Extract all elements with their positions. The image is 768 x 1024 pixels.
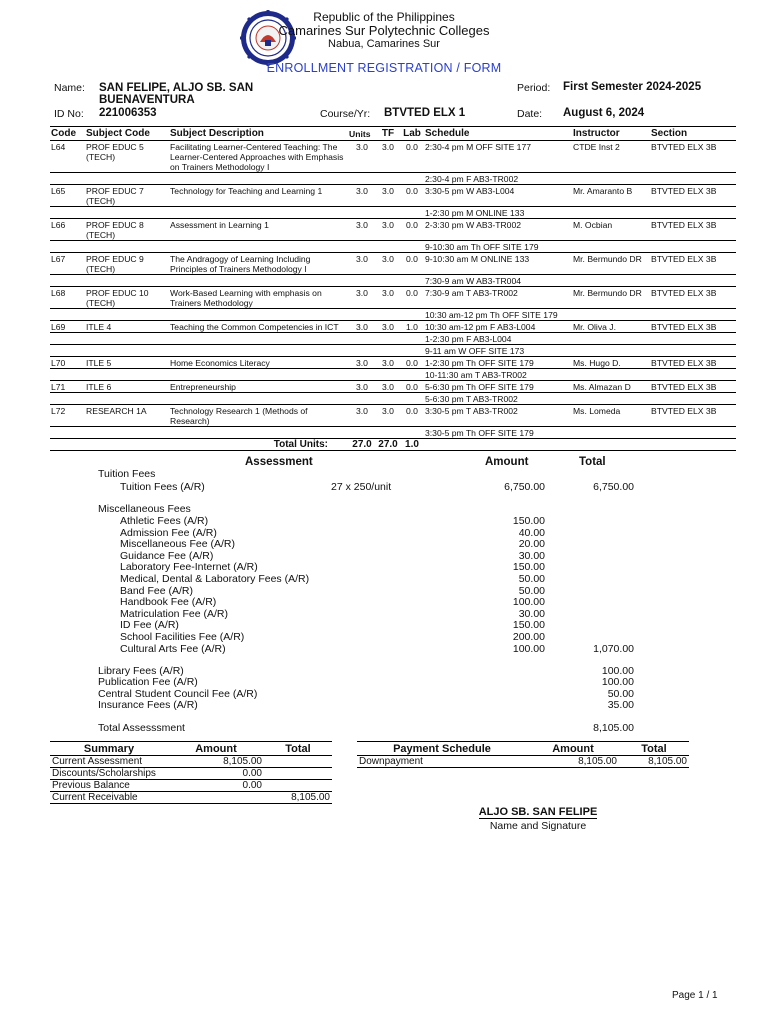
- subject-row: [50, 357, 736, 369]
- other-fee-row: [0, 699, 768, 711]
- subject-cell-units: 3.0: [348, 141, 376, 173]
- subject-cell-instructor: Ms. Almazan D: [572, 381, 650, 393]
- col-instructor: Instructor: [572, 127, 650, 141]
- payment-col-schedule: Payment Schedule: [357, 742, 527, 756]
- col-code: Code: [50, 127, 85, 141]
- other-fee-total: 100.00: [601, 676, 634, 689]
- summary-row: [50, 780, 332, 792]
- payment-amount: 8,105.00: [527, 756, 619, 768]
- subject-row: [50, 253, 736, 275]
- subject-schedule-row: [50, 427, 736, 439]
- subject-cell-tf: 3.0: [376, 405, 400, 427]
- tuition-rate: 27 x 250/unit: [331, 481, 392, 493]
- subject-cell-instructor: Mr. Amaranto B: [572, 185, 650, 207]
- subject-cell-schedule: 3:30-5 pm W AB3-L004: [424, 185, 572, 207]
- subject-cell-lab: 0.0: [400, 253, 424, 275]
- tuition-group-label: Tuition Fees: [98, 468, 156, 480]
- subject-schedule-row: [50, 309, 736, 321]
- misc-fee-row: [0, 585, 768, 597]
- subject-row: [50, 141, 736, 173]
- subject-cell-lab: 0.0: [400, 141, 424, 173]
- misc-fee-row: [0, 538, 768, 550]
- name-label: Name:: [54, 82, 85, 94]
- subject-cell-subject: ITLE 5: [85, 357, 169, 369]
- total-tf-value: 27.0: [376, 439, 400, 451]
- summary-col-amount: Amount: [168, 742, 264, 756]
- summary-row: [50, 768, 332, 780]
- student-name-line1: SAN FELIPE, ALJO SB. SAN: [99, 82, 254, 94]
- subject-cell-schedule: 1-2:30 pm Th OFF SITE 179: [424, 357, 572, 369]
- subject-cell-lab: 0.0: [400, 219, 424, 241]
- subject-extra-schedule: 7:30-9 am W AB3-TR004: [424, 275, 572, 287]
- assessment-heading: Assessment: [245, 456, 313, 468]
- subject-cell-units: 3.0: [348, 381, 376, 393]
- misc-fee-row: [0, 608, 768, 620]
- subject-cell-tf: 3.0: [376, 185, 400, 207]
- other-fee-label: Publication Fee (A/R): [98, 676, 198, 689]
- misc-fee-label: Cultural Arts Fee (A/R): [120, 642, 226, 655]
- subject-cell-desc: Work-Based Learning with emphasis on Trainers Methodology: [169, 287, 348, 309]
- subject-row: [50, 321, 736, 333]
- subject-cell-schedule: 5-6:30 pm Th OFF SITE 179: [424, 381, 572, 393]
- misc-fee-row: [0, 527, 768, 539]
- summary-col-total: Total: [264, 742, 332, 756]
- summary-amount: 8,105.00: [168, 756, 264, 768]
- misc-fee-label: ID Fee (A/R): [120, 619, 179, 632]
- subject-cell-subject: PROF EDUC 10 (TECH): [85, 287, 169, 309]
- subject-cell-section: BTVTED ELX 3B: [650, 357, 736, 369]
- summary-total: 8,105.00: [264, 792, 332, 804]
- subject-cell-desc: The Andragogy of Learning Including Principles of Trainers Methodology I: [169, 253, 348, 275]
- subject-cell-units: 3.0: [348, 253, 376, 275]
- total-units-value: 27.0: [348, 439, 376, 451]
- subject-cell-schedule: 7:30-9 am T AB3-TR002: [424, 287, 572, 309]
- subject-schedule-row: [50, 207, 736, 219]
- subject-cell-section: BTVTED ELX 3B: [650, 321, 736, 333]
- misc-fees-total: 1,070.00: [593, 642, 634, 655]
- header-address: Nabua, Camarines Sur: [328, 38, 440, 50]
- misc-fee-row: [0, 596, 768, 608]
- subject-row: [50, 287, 736, 309]
- misc-fee-amount: 30.00: [518, 549, 545, 562]
- subject-cell-tf: 3.0: [376, 357, 400, 369]
- header-republic: Republic of the Philippines: [313, 10, 455, 24]
- total-lab-value: 1.0: [400, 439, 424, 451]
- id-label: ID No:: [54, 108, 84, 120]
- signature-name: ALJO SB. SAN FELIPE: [478, 806, 598, 818]
- misc-fee-label: School Facilities Fee (A/R): [120, 631, 245, 643]
- subject-extra-schedule: 5-6:30 pm T AB3-TR002: [424, 393, 572, 405]
- col-units: Units: [348, 127, 376, 141]
- form-title: ENROLLMENT REGISTRATION / FORM: [266, 61, 502, 75]
- subject-schedule-row: [50, 393, 736, 405]
- misc-group-label: Miscellaneous Fees: [98, 503, 191, 515]
- misc-fee-row: [0, 550, 768, 562]
- tuition-amount: 6,750.00: [504, 481, 545, 493]
- subject-cell-lab: 1.0: [400, 321, 424, 333]
- misc-fee-amount: 100.00: [512, 642, 545, 655]
- subject-cell-desc: Entrepreneurship: [169, 381, 348, 393]
- subject-cell-subject: ITLE 4: [85, 321, 169, 333]
- other-fee-total: 35.00: [607, 699, 634, 712]
- col-subject-code: Subject Code: [85, 127, 169, 141]
- subject-cell-lab: 0.0: [400, 287, 424, 309]
- subject-cell-units: 3.0: [348, 357, 376, 369]
- subject-cell-tf: 3.0: [376, 287, 400, 309]
- subject-schedule-row: [50, 275, 736, 287]
- subject-cell-code: L72: [50, 405, 85, 427]
- subject-extra-schedule: 9-11 am W OFF SITE 173: [424, 345, 572, 357]
- student-id: 221006353: [99, 107, 157, 119]
- other-fee-total: 50.00: [607, 687, 634, 700]
- subject-schedule-row: [50, 241, 736, 253]
- summary-label: Current Assessment: [50, 756, 168, 768]
- subject-cell-units: 3.0: [348, 219, 376, 241]
- misc-fee-row: [0, 561, 768, 573]
- other-fee-label: Insurance Fees (A/R): [98, 699, 198, 712]
- subject-cell-section: BTVTED ELX 3B: [650, 405, 736, 427]
- subject-schedule-row: [50, 369, 736, 381]
- subject-cell-subject: ITLE 6: [85, 381, 169, 393]
- subject-cell-schedule: 2-3:30 pm W AB3-TR002: [424, 219, 572, 241]
- misc-fee-amount: 150.00: [512, 619, 545, 632]
- misc-fee-amount: 150.00: [512, 515, 545, 527]
- period-label: Period:: [517, 82, 551, 94]
- subject-row: [50, 381, 736, 393]
- subject-row: [50, 185, 736, 207]
- payment-schedule-table: [357, 741, 689, 768]
- misc-fee-amount: 50.00: [518, 584, 545, 597]
- subject-cell-section: BTVTED ELX 3B: [650, 287, 736, 309]
- misc-fee-amount: 150.00: [512, 561, 545, 574]
- subject-cell-instructor: Mr. Bermundo DR: [572, 253, 650, 275]
- col-section: Section: [650, 127, 736, 141]
- col-schedule: Schedule: [424, 127, 572, 141]
- period-value: First Semester 2024-2025: [563, 81, 702, 93]
- subject-cell-code: L68: [50, 287, 85, 309]
- subject-cell-section: BTVTED ELX 3B: [650, 185, 736, 207]
- course-year: BTVTED ELX 1: [384, 107, 466, 119]
- summary-amount: 0.00: [168, 768, 264, 780]
- payment-label: Downpayment: [357, 756, 527, 768]
- subjects-table: [50, 126, 736, 451]
- subject-cell-schedule: 9-10:30 am M ONLINE 133: [424, 253, 572, 275]
- subject-cell-code: L65: [50, 185, 85, 207]
- subject-cell-desc: Technology Research 1 (Methods of Research): [169, 405, 348, 427]
- subject-cell-lab: 0.0: [400, 381, 424, 393]
- subject-cell-tf: 3.0: [376, 253, 400, 275]
- subject-cell-subject: PROF EDUC 9 (TECH): [85, 253, 169, 275]
- misc-fee-label: Band Fee (A/R): [120, 584, 193, 597]
- amount-heading: Amount: [485, 456, 529, 468]
- subject-cell-instructor: Mr. Oliva J.: [572, 321, 650, 333]
- subject-cell-subject: PROF EDUC 5 (TECH): [85, 141, 169, 173]
- header-college-name: Camarines Sur Polytechnic Colleges: [278, 23, 490, 38]
- subject-cell-units: 3.0: [348, 185, 376, 207]
- signature-caption: Name and Signature: [489, 820, 587, 832]
- subject-cell-subject: RESEARCH 1A: [85, 405, 169, 427]
- subject-cell-schedule: 10:30 am-12 pm F AB3-L004: [424, 321, 572, 333]
- payment-total: 8,105.00: [619, 756, 689, 768]
- summary-col-summary: Summary: [50, 742, 168, 756]
- misc-fee-label: Athletic Fees (A/R): [120, 515, 209, 527]
- subject-schedule-row: [50, 173, 736, 185]
- subject-cell-units: 3.0: [348, 287, 376, 309]
- misc-fee-row: [0, 643, 768, 655]
- misc-fee-amount: 20.00: [518, 538, 545, 551]
- other-fee-row: [0, 665, 768, 677]
- subject-cell-units: 3.0: [348, 405, 376, 427]
- subject-cell-section: BTVTED ELX 3B: [650, 253, 736, 275]
- other-fee-row: [0, 676, 768, 688]
- misc-fee-row: [0, 573, 768, 585]
- subject-cell-tf: 3.0: [376, 141, 400, 173]
- other-fee-label: Central Student Council Fee (A/R): [98, 687, 258, 700]
- subject-cell-desc: Home Economics Literacy: [169, 357, 348, 369]
- payment-row: [357, 756, 689, 768]
- payment-col-amount: Amount: [527, 742, 619, 756]
- subject-cell-code: L69: [50, 321, 85, 333]
- payment-col-total: Total: [619, 742, 689, 756]
- misc-fee-row: [0, 619, 768, 631]
- subject-extra-schedule: 10-11:30 am T AB3-TR002: [424, 369, 572, 381]
- subject-cell-tf: 3.0: [376, 381, 400, 393]
- subject-extra-schedule: 1-2:30 pm M ONLINE 133: [424, 207, 572, 219]
- total-assessment-label: Total Assesssment: [98, 722, 185, 734]
- misc-fee-label: Miscellaneous Fee (A/R): [120, 538, 235, 551]
- other-fee-total: 100.00: [601, 665, 634, 677]
- misc-fee-label: Laboratory Fee-Internet (A/R): [120, 561, 258, 574]
- total-heading: Total: [579, 456, 606, 468]
- summary-total: [264, 756, 332, 768]
- subject-cell-lab: 0.0: [400, 185, 424, 207]
- col-lab: Lab: [400, 127, 424, 141]
- date-value: August 6, 2024: [563, 107, 645, 119]
- subject-extra-schedule: 2:30-4 pm F AB3-TR002: [424, 173, 572, 185]
- subject-cell-instructor: Ms. Lomeda: [572, 405, 650, 427]
- misc-fee-amount: 200.00: [512, 631, 545, 643]
- total-units-label: Total Units:: [50, 439, 348, 451]
- misc-fee-label: Admission Fee (A/R): [120, 526, 217, 539]
- subject-row: [50, 405, 736, 427]
- page-number: Page 1 / 1: [672, 990, 718, 1001]
- summary-total: [264, 780, 332, 792]
- misc-fee-label: Medical, Dental & Laboratory Fees (A/R): [120, 573, 310, 585]
- other-fee-label: Library Fees (A/R): [98, 665, 184, 677]
- date-label: Date:: [517, 108, 543, 120]
- misc-fee-amount: 100.00: [512, 596, 545, 609]
- subject-cell-instructor: Ms. Hugo D.: [572, 357, 650, 369]
- subject-row: [50, 219, 736, 241]
- subject-cell-desc: Assessment in Learning 1: [169, 219, 348, 241]
- subject-cell-schedule: 3:30-5 pm T AB3-TR002: [424, 405, 572, 427]
- subject-cell-lab: 0.0: [400, 357, 424, 369]
- summary-label: Current Receivable: [50, 792, 168, 804]
- other-fee-row: [0, 688, 768, 700]
- subject-cell-desc: Facilitating Learner-Centered Teaching: The Learner-Centered Approaches with Emphasis on Trainers Methodology I: [169, 141, 348, 173]
- summary-label: Discounts/Scholarships: [50, 768, 168, 780]
- subject-cell-desc: Technology for Teaching and Learning 1: [169, 185, 348, 207]
- summary-amount: 0.00: [168, 780, 264, 792]
- summary-total: [264, 768, 332, 780]
- subject-extra-schedule: 9-10:30 am Th OFF SITE 179: [424, 241, 572, 253]
- summary-row: [50, 792, 332, 804]
- subject-cell-schedule: 2:30-4 pm M OFF SITE 177: [424, 141, 572, 173]
- subject-cell-code: L70: [50, 357, 85, 369]
- misc-fee-label: Handbook Fee (A/R): [120, 596, 217, 609]
- misc-fee-row: [0, 631, 768, 643]
- subject-cell-section: BTVTED ELX 3B: [650, 219, 736, 241]
- total-units-row: [50, 439, 736, 451]
- misc-fee-row: [0, 515, 768, 527]
- misc-fee-label: Matriculation Fee (A/R): [120, 607, 228, 620]
- tuition-item-label: Tuition Fees (A/R): [120, 481, 205, 493]
- subject-cell-tf: 3.0: [376, 219, 400, 241]
- subject-cell-subject: PROF EDUC 8 (TECH): [85, 219, 169, 241]
- subject-cell-instructor: Mr. Bermundo DR: [572, 287, 650, 309]
- subject-cell-tf: 3.0: [376, 321, 400, 333]
- subject-cell-lab: 0.0: [400, 405, 424, 427]
- misc-fee-amount: 40.00: [518, 526, 545, 539]
- subject-extra-schedule: 3:30-5 pm Th OFF SITE 179: [424, 427, 572, 439]
- summary-amount: [168, 792, 264, 804]
- col-tf: TF: [376, 127, 400, 141]
- course-label: Course/Yr:: [320, 108, 371, 120]
- subject-cell-section: BTVTED ELX 3B: [650, 381, 736, 393]
- subject-cell-section: BTVTED ELX 3B: [650, 141, 736, 173]
- subject-cell-desc: Teaching the Common Competencies in ICT: [169, 321, 348, 333]
- summary-table: [50, 741, 332, 804]
- subject-schedule-row: [50, 333, 736, 345]
- summary-label: Previous Balance: [50, 780, 168, 792]
- subject-cell-instructor: CTDE Inst 2: [572, 141, 650, 173]
- subjects-header-row: [50, 127, 736, 141]
- misc-fee-amount: 50.00: [518, 573, 545, 585]
- misc-fee-label: Guidance Fee (A/R): [120, 549, 214, 562]
- subject-cell-instructor: M. Ocbian: [572, 219, 650, 241]
- tuition-total: 6,750.00: [593, 481, 634, 493]
- subject-schedule-row: [50, 345, 736, 357]
- student-name-line2: BUENAVENTURA: [99, 94, 195, 106]
- col-subject-description: Subject Description: [169, 127, 348, 141]
- subject-cell-code: L71: [50, 381, 85, 393]
- total-assessment-value: 8,105.00: [593, 722, 634, 734]
- subject-extra-schedule: 10:30 am-12 pm Th OFF SITE 179: [424, 309, 572, 321]
- subject-cell-code: L67: [50, 253, 85, 275]
- misc-fee-amount: 30.00: [518, 607, 545, 620]
- summary-row: [50, 756, 332, 768]
- subject-cell-code: L66: [50, 219, 85, 241]
- subject-cell-code: L64: [50, 141, 85, 173]
- subject-extra-schedule: 1-2:30 pm F AB3-L004: [424, 333, 572, 345]
- subject-cell-units: 3.0: [348, 321, 376, 333]
- subject-cell-subject: PROF EDUC 7 (TECH): [85, 185, 169, 207]
